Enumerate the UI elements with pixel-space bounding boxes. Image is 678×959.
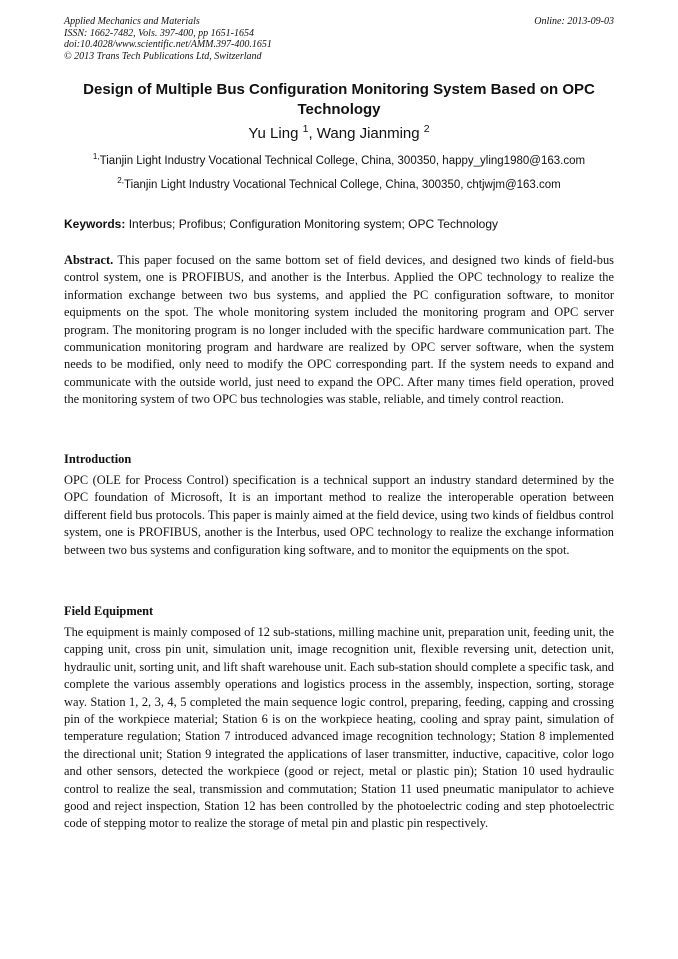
- author-separator: ,: [308, 125, 317, 142]
- affiliation-text: Tianjin Light Industry Vocational Technical College, China, 300350, happy_yling1980@163.com: [99, 155, 586, 167]
- journal-header: [64, 16, 272, 62]
- author-affiliation-mark: 2: [423, 123, 430, 135]
- copyright-line: © 2013 Trans Tech Publications Ltd, Switzerland: [64, 50, 262, 62]
- affiliation-mark: 2,: [117, 176, 124, 186]
- section-paragraph: The equipment is mainly composed of 12 sub-stations, milling machine unit, preparation unit, feeding unit, the capping unit, cross pin unit, simulation unit, image recognition unit, flexible reversing unit, detection unit, hydraulic unit, sorting unit, and lift shaft warehouse unit. Each sub-station should complete a specific task, and complete the various assembly operations and logistics process in the assembly, inspection, sorting, storage way. Station 1, 2, 3, 4, 5 completed the main sequence logic control, preparing, feeding, capping and crossing pin of the workpiece material; Station 6 is on the workpiece heating, cooling and spray paint, simulation of temperature regulation; Station 7 introduced advanced image recognition technology; Station 8 implemented the directional unit; Station 9 integrated the applications of laser transmitter, inductive, capacitive, color logo and other sensors, detected the workpiece (good or reject, metal or plastic pin); Station 10 used hydraulic control to realize the seal, transmission and commutation; Station 11 used pneumatic manipulator to achieve good and reject inspection, Station 12 has been controlled by the photoelectric coding and step photoelectric code of stepping motor to realize the storage of metal pin and plastic pin respectively.: [64, 625, 614, 831]
- section-paragraph: OPC (OLE for Process Control) specification is a technical support an industry standard determined by the OPC foundation of Microsoft, It is an important method to realize the interoperable operation between different field bus protocols. This paper is mainly aimed at the field device, using two kinds of fieldbus control system, one is PROFIBUS, another is the Interbus, used OPC technology to realize the exchange information between two bus systems and configuration king software, and to monitor the equipments on the spot.: [64, 473, 614, 557]
- affiliation-text: Tianjin Light Industry Vocational Technical College, China, 300350, chtjwjm@163.com: [123, 179, 561, 191]
- keywords-text: Interbus; Profibus; Configuration Monitoring system; OPC Technology: [125, 217, 498, 231]
- section-heading: Field Equipment: [64, 604, 154, 618]
- affiliation-mark: 1,: [92, 152, 100, 162]
- keywords: [64, 216, 614, 232]
- author-line: [64, 124, 614, 144]
- paper-title: Design of Multiple Bus Configuration Monitoring System Based on OPC Technology: [83, 81, 595, 118]
- abstract: [64, 252, 614, 409]
- affiliation: [64, 178, 614, 192]
- author-name: Wang Jianming: [316, 125, 420, 142]
- keywords-label: Keywords:: [64, 217, 126, 231]
- author-name: Yu Ling: [248, 125, 299, 142]
- abstract-label: Abstract.: [64, 253, 114, 267]
- affiliation: [64, 154, 614, 168]
- abstract-text: This paper focused on the same bottom set of field devices, and designed two kinds of field-bus control system, one is PROFIBUS, and another is the Interbus. Applied the OPC technology to realize the information exchange between two bus systems, and applied the PC configuration software, to monitor equipments on the spot. The whole monitoring system included the monitoring program and OPC server program. The monitoring program is no longer included with the specific hardware communication part. The communication monitoring program and hardware are realized by OPC server software, when the system needs to be modified, only need to modify the OPC corresponding part. If the system needs to expand and communicate with the outside world, just need to expand the OPC. After many times field operation, proved the monitoring system of two OPC bus technologies was stable, reliable, and timely control reaction.: [64, 253, 614, 407]
- author-affiliation-mark: 1: [302, 123, 309, 135]
- doi-line: doi:10.4028/www.scientific.net/AMM.397-400.1651: [64, 39, 272, 50]
- online-date: Online: 2013-09-03: [534, 16, 614, 27]
- issn-line: ISSN: 1662-7482, Vols. 397-400, pp 1651-1654: [64, 27, 254, 39]
- section-heading: Introduction: [64, 452, 132, 466]
- journal-name: Applied Mechanics and Materials: [64, 16, 200, 27]
